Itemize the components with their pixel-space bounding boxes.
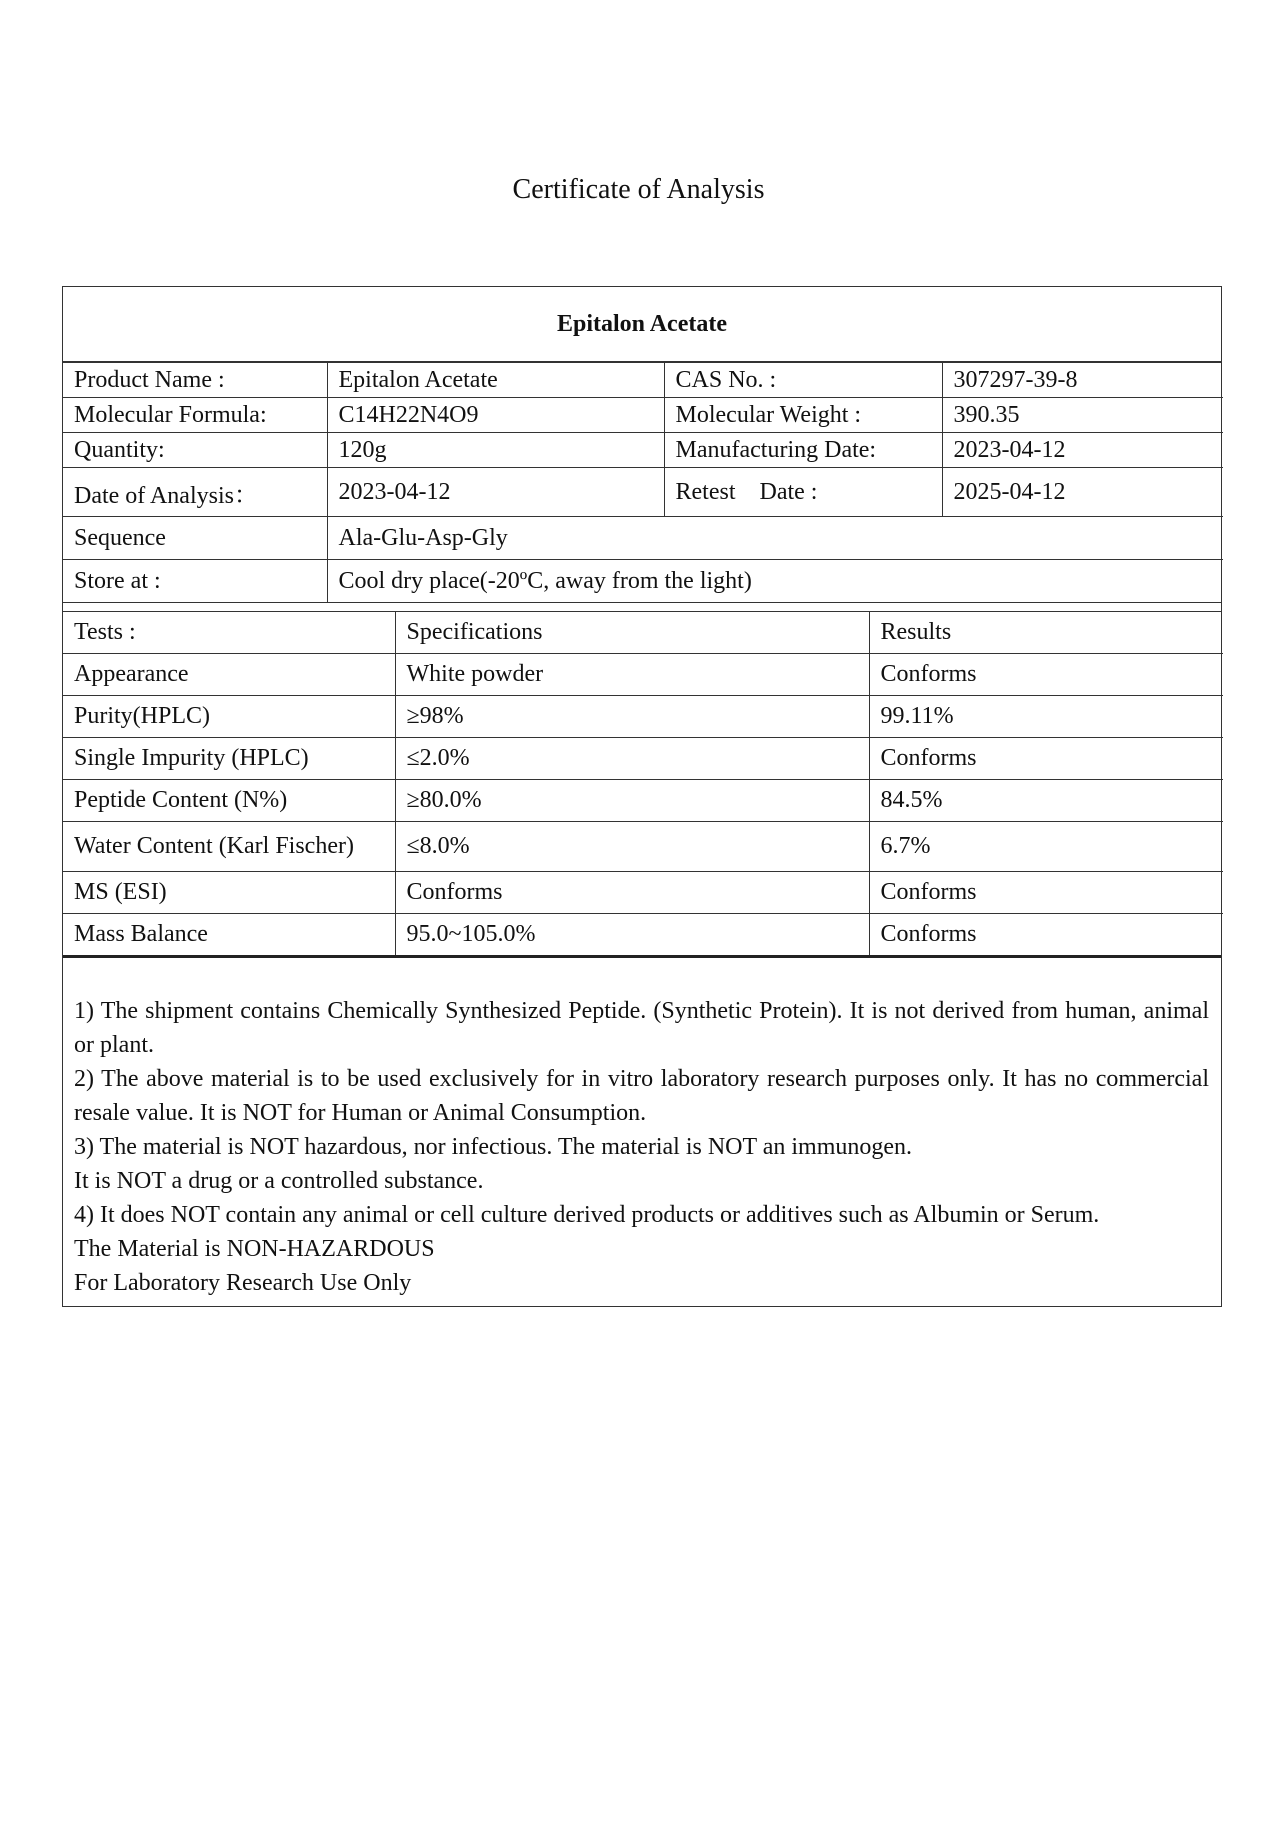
note-line: For Laboratory Research Use Only — [74, 1270, 412, 1296]
test-row — [63, 780, 1223, 822]
test-spec: ≤8.0% — [395, 822, 869, 872]
info-value: 2023-04-12 — [327, 468, 664, 517]
certificate-frame — [62, 286, 1222, 1307]
tests-header-row — [63, 612, 1223, 654]
info-value: Epitalon Acetate — [327, 363, 664, 398]
table-separator — [63, 602, 1221, 612]
test-spec: Conforms — [395, 872, 869, 914]
test-row — [63, 872, 1223, 914]
test-result: Conforms — [869, 654, 1223, 696]
test-name: Peptide Content (N%) — [63, 780, 395, 822]
info-value: 2023-04-12 — [942, 433, 1223, 468]
test-result: Conforms — [869, 738, 1223, 780]
test-name: Mass Balance — [63, 914, 395, 956]
info-label: Date of Analysis： — [63, 468, 327, 517]
tests-header: Tests : — [63, 612, 395, 654]
sequence-value: Ala-Glu-Asp-Gly — [327, 517, 1223, 560]
test-row — [63, 738, 1223, 780]
info-value: C14H22N4O9 — [327, 398, 664, 433]
document-title: Certificate of Analysis — [512, 174, 765, 205]
info-row — [63, 433, 1223, 468]
note-line: 4) It does NOT contain any animal or cell culture derived products or additives such as Albumin or Serum. — [74, 1202, 1100, 1228]
results-header: Results — [869, 612, 1223, 654]
tests-table — [63, 612, 1223, 955]
sequence-row — [63, 517, 1223, 560]
storage-label: Store at : — [63, 560, 327, 603]
info-label: CAS No. : — [664, 363, 942, 398]
note-line: 1) The shipment contains Chemically Synthesized Peptide. (Synthetic Protein). It is not derived from human, animal or plant. — [74, 998, 1209, 1058]
info-label: Quantity: — [63, 433, 327, 468]
test-result: 99.11% — [869, 696, 1223, 738]
test-name: MS (ESI) — [63, 872, 395, 914]
test-row — [63, 654, 1223, 696]
test-spec: ≥98% — [395, 696, 869, 738]
specifications-header: Specifications — [395, 612, 869, 654]
info-value: 390.35 — [942, 398, 1223, 433]
info-row — [63, 363, 1223, 398]
test-row — [63, 914, 1223, 956]
test-spec: White powder — [395, 654, 869, 696]
note-line: It is NOT a drug or a controlled substance. — [74, 1168, 484, 1194]
notes-section — [63, 955, 1221, 1306]
test-result: Conforms — [880, 921, 977, 947]
sequence-label: Sequence — [63, 517, 327, 560]
test-name: Appearance — [63, 654, 395, 696]
test-name: Single Impurity (HPLC) — [63, 738, 395, 780]
test-result: Conforms — [869, 872, 1223, 914]
storage-value: Cool dry place(-20ºC, away from the light) — [338, 567, 752, 594]
test-name: Water Content (Karl Fischer) — [63, 822, 395, 872]
storage-row — [63, 560, 1223, 603]
info-label: Product Name : — [63, 363, 327, 398]
info-row — [63, 398, 1223, 433]
note-line: The Material is NON-HAZARDOUS — [74, 1236, 435, 1262]
info-label: Molecular Weight : — [664, 398, 942, 433]
test-result: 84.5% — [869, 780, 1223, 822]
test-spec: ≤2.0% — [395, 738, 869, 780]
test-row — [63, 696, 1223, 738]
note-line: 3) The material is NOT hazardous, nor infectious. The material is NOT an immunogen. — [74, 1134, 913, 1160]
info-value: 307297-39-8 — [942, 363, 1223, 398]
info-value: 2025-04-12 — [942, 468, 1223, 517]
info-label: Retest Date : — [664, 468, 942, 517]
test-spec: 95.0~105.0% — [395, 914, 869, 956]
product-info-table — [63, 363, 1223, 602]
test-row — [63, 822, 1223, 872]
test-name: Purity(HPLC) — [63, 696, 395, 738]
note-line: 2) The above material is to be used exclusively for in vitro laboratory research purposes only. It has no commercial resale value. It is NOT for Human or Animal Consumption. — [74, 1066, 1209, 1126]
info-label: Molecular Formula: — [63, 398, 327, 433]
test-spec: ≥80.0% — [395, 780, 869, 822]
product-header: Epitalon Acetate — [63, 287, 1221, 363]
test-result: 6.7% — [869, 822, 1223, 872]
info-label: Manufacturing Date: — [664, 433, 942, 468]
info-value: 120g — [327, 433, 664, 468]
info-row — [63, 468, 1223, 517]
